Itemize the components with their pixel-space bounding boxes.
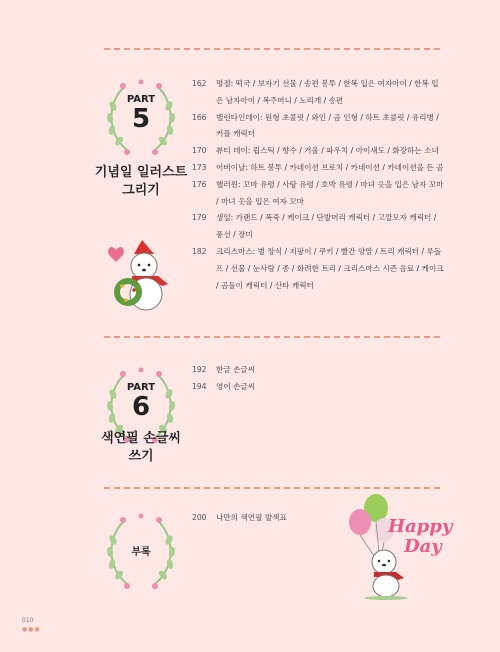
toc-entry-text: 크리스마스: 별 장식 / 지팡이 / 쿠키 / 빨간 양말 / 트리 캐릭터 / 루돌프 / 선물 / 눈사람 / 종 / 화려한 트리 / 크리스마스 시즌 음료 / 케이크 / 곰돌이 캐릭터 / 산타 캐릭터 [216, 246, 444, 290]
toc-page-number: 179 [192, 213, 207, 223]
toc-entry[interactable] [192, 143, 444, 160]
toc-page-number: 162 [192, 79, 207, 88]
appendix-label: 부록 [131, 547, 151, 558]
toc-page-number: 173 [192, 162, 207, 172]
toc-page-number: 192 [192, 365, 207, 374]
part5-title: 기념일 일러스트 그리기 [94, 165, 188, 198]
happy-day-text-line2: Day [404, 536, 442, 557]
bear-wreath-illustration [108, 236, 178, 316]
toc-entry[interactable] [192, 362, 444, 379]
toc-page-number: 170 [192, 146, 207, 156]
separator-part5-end [104, 336, 440, 338]
toc-entry-text: 뷰티 데이: 립스틱 / 향수 / 거울 / 파우치 / 아이섀도 / 화장하는 소녀 [216, 146, 439, 156]
toc-entry[interactable] [192, 244, 444, 294]
part5-number: 5 [131, 104, 151, 134]
toc-page-number: 182 [192, 246, 207, 256]
toc-entry[interactable] [192, 160, 444, 177]
toc-entry[interactable] [192, 76, 444, 110]
part6-label: PART [126, 382, 156, 393]
toc-entry[interactable] [192, 177, 444, 211]
toc-entry-text: 명절: 떡국 / 보자기 선물 / 송편 봉투 / 한복 입은 여자아이 / 한복 입은 남자아이 / 복주머니 / 노리개 / 송편 [216, 79, 439, 105]
toc-entry-text: 핼러윈: 꼬마 유령 / 사탕 유령 / 호박 유령 / 마녀 옷을 입은 남자 꼬마 / 마녀 옷을 입은 여자 꼬마 [216, 179, 444, 206]
toc-entry-text: 영어 손글씨 [216, 381, 256, 391]
toc-page-number: 200 [192, 513, 207, 522]
footer-dots: ●●● [22, 626, 41, 633]
separator-part6-end [104, 487, 440, 489]
part6-title: 색연필 손글씨 쓰기 [101, 431, 181, 464]
part5-toc [192, 76, 444, 294]
part6-toc [192, 362, 444, 396]
toc-entry-text: 나만의 색연필 발색표 [216, 513, 287, 522]
page-number: 010 [22, 617, 34, 624]
toc-entry[interactable] [192, 379, 444, 396]
separator-top [104, 48, 440, 50]
toc-page-number: 166 [192, 112, 207, 122]
toc-entry-text: 한글 손글씨 [216, 365, 256, 374]
toc-entry[interactable] [192, 110, 444, 144]
part5-label: PART [126, 94, 156, 105]
toc-entry-text: 밸런타인데이: 원형 초콜릿 / 와인 / 곰 인형 / 하트 초콜릿 / 유리병 / 커플 캐릭터 [216, 112, 439, 139]
part5-wreath-badge [101, 76, 181, 160]
toc-page-number: 194 [192, 381, 207, 391]
appendix-wreath-badge [101, 510, 181, 594]
part6-number: 6 [131, 392, 151, 422]
toc-page-number: 176 [192, 179, 207, 189]
toc-entry-text: 생일: 가랜드 / 폭죽 / 케이크 / 단발머리 캐릭터 / 고깔모자 캐릭터 / 풍선 / 장미 [216, 213, 437, 240]
toc-entry-text: 어버이날: 하트 봉투 / 카네이션 브로치 / 카네이션 / 카네이션을 든 곰 [216, 162, 444, 172]
happy-day-text-line1: Happy [388, 516, 453, 537]
toc-entry[interactable] [192, 210, 444, 244]
